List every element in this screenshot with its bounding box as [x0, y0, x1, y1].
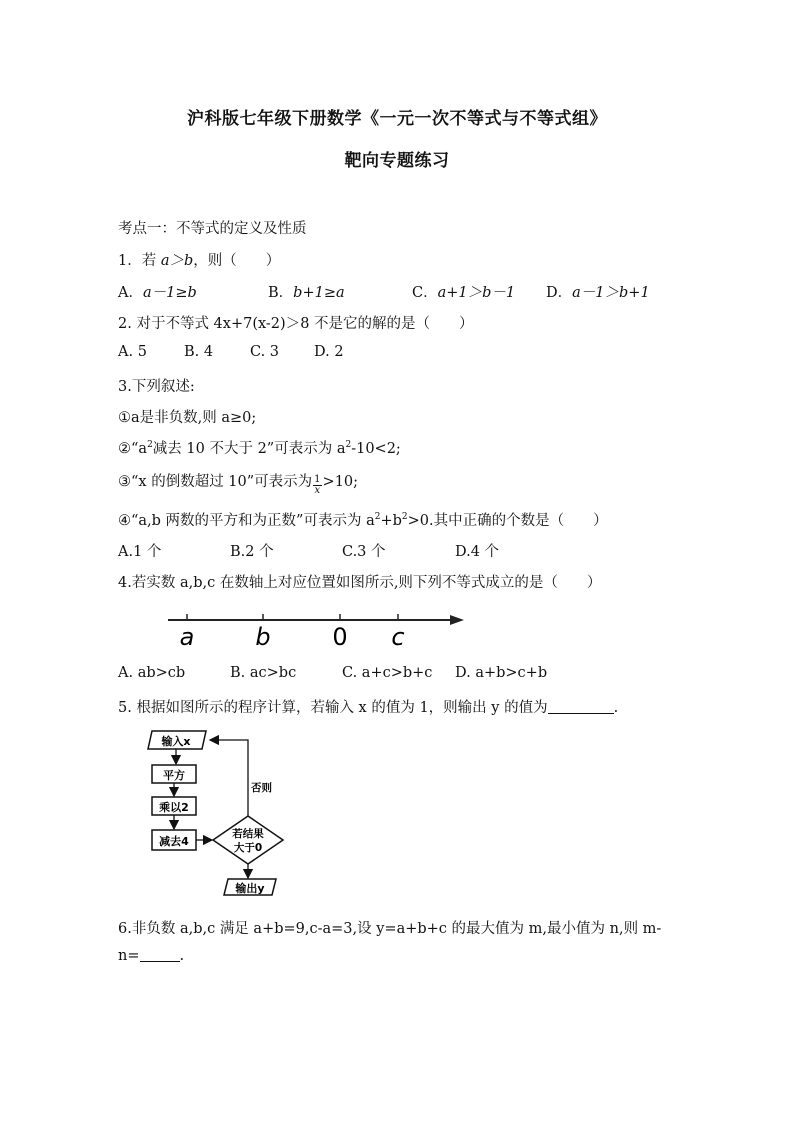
q4-option-d: D. a+b>c+b	[455, 665, 548, 681]
q3-statement-1: ①a是非负数,则 a≥0;	[118, 410, 257, 426]
q1-option-d: D．a－1＞b+1	[546, 285, 650, 301]
section-heading: 考点一：不等式的定义及性质	[118, 221, 307, 237]
q2-option-d: D. 2	[314, 344, 344, 360]
axis-label-b: b	[255, 623, 271, 651]
q1-option-b: B．b+1≥a	[268, 285, 345, 301]
q3-statement-4: ④“a,b 两数的平方和为正数”可表示为 $a^2+b^2>0$.其中正确的个数是（ ）	[118, 512, 608, 529]
q1-option-c: C．a+1＞b－1	[412, 285, 516, 301]
number-line-arrowhead	[450, 615, 464, 625]
q3-statement-2: $②“a^2$减去 10 不大于 2”可表示为 $a^2-10<2$;	[118, 440, 401, 457]
answer-blank-q5	[548, 699, 614, 714]
document-title: 沪科版七年级下册数学《一元一次不等式与不等式组》	[187, 109, 607, 129]
q3-option-d: D.4 个	[455, 544, 500, 560]
axis-label-a: a	[179, 623, 195, 651]
flow-input-label: 输入x	[161, 735, 191, 748]
question-1-stem: 1．若 a＞b，则（ ）	[118, 253, 281, 269]
question-3-stem: 3.下列叙述:	[118, 379, 195, 395]
q3-option-a: A.1 个	[118, 544, 162, 560]
flow-else-loop-arrow	[210, 740, 248, 816]
q4-option-c: C. a+c>b+c	[342, 665, 433, 681]
answer-blank-q6	[140, 947, 180, 962]
flow-condition-line1: 若结果	[232, 828, 264, 840]
flow-condition-line2: 大于0	[233, 842, 263, 854]
flow-condition-diamond	[213, 816, 283, 864]
question-6-line-1: 6.非负数 a,b,c 满足 a+b=9,c-a=3,设 y=a+b+c 的最大值为 m,最小值为 n,则 m-	[118, 921, 662, 937]
fraction-one-over-x: $\frac{1}{x}$	[314, 474, 321, 496]
axis-label-zero: 0	[332, 623, 348, 651]
number-line-figure	[160, 605, 470, 653]
flow-times2-label: 乘以2	[159, 801, 189, 814]
question-4-stem: 4.若实数 a,b,c 在数轴上对应位置如图所示,则下列不等式成立的是（ ）	[118, 575, 602, 591]
flow-else-label: 否则	[251, 782, 272, 794]
axis-label-c: c	[391, 623, 405, 651]
q3-option-c: C.3 个	[342, 544, 386, 560]
question-5-stem: 5. 根据如图所示的程序计算，若输入 x 的值为 1，则输出 y 的值为 .	[118, 700, 619, 716]
flow-square-label: 平方	[163, 769, 185, 782]
flow-output-label: 输出y	[235, 882, 265, 895]
q1-option-a: A．a－1≥b	[118, 285, 197, 301]
q2-option-b: B. 4	[184, 344, 214, 360]
question-2-stem: 2. 对于不等式 4x+7(x-2)＞8 不是它的解的是（ ）	[118, 316, 474, 332]
q3-statement-3: ③“x 的倒数超过 10”可表示为 $\frac{1}{x}$ >10;	[118, 474, 359, 496]
question-6-line-2: n= .	[118, 948, 185, 964]
q4-option-a: A. ab>cb	[118, 665, 186, 681]
flowchart-figure	[140, 728, 290, 898]
q2-option-c: C. 3	[250, 344, 280, 360]
flow-minus4-label: 减去4	[159, 835, 189, 848]
q3-option-b: B.2 个	[230, 544, 274, 560]
q2-option-a: A. 5	[118, 344, 147, 360]
document-subtitle: 靶向专题练习	[344, 151, 450, 171]
q4-option-b: B. ac>bc	[230, 665, 297, 681]
